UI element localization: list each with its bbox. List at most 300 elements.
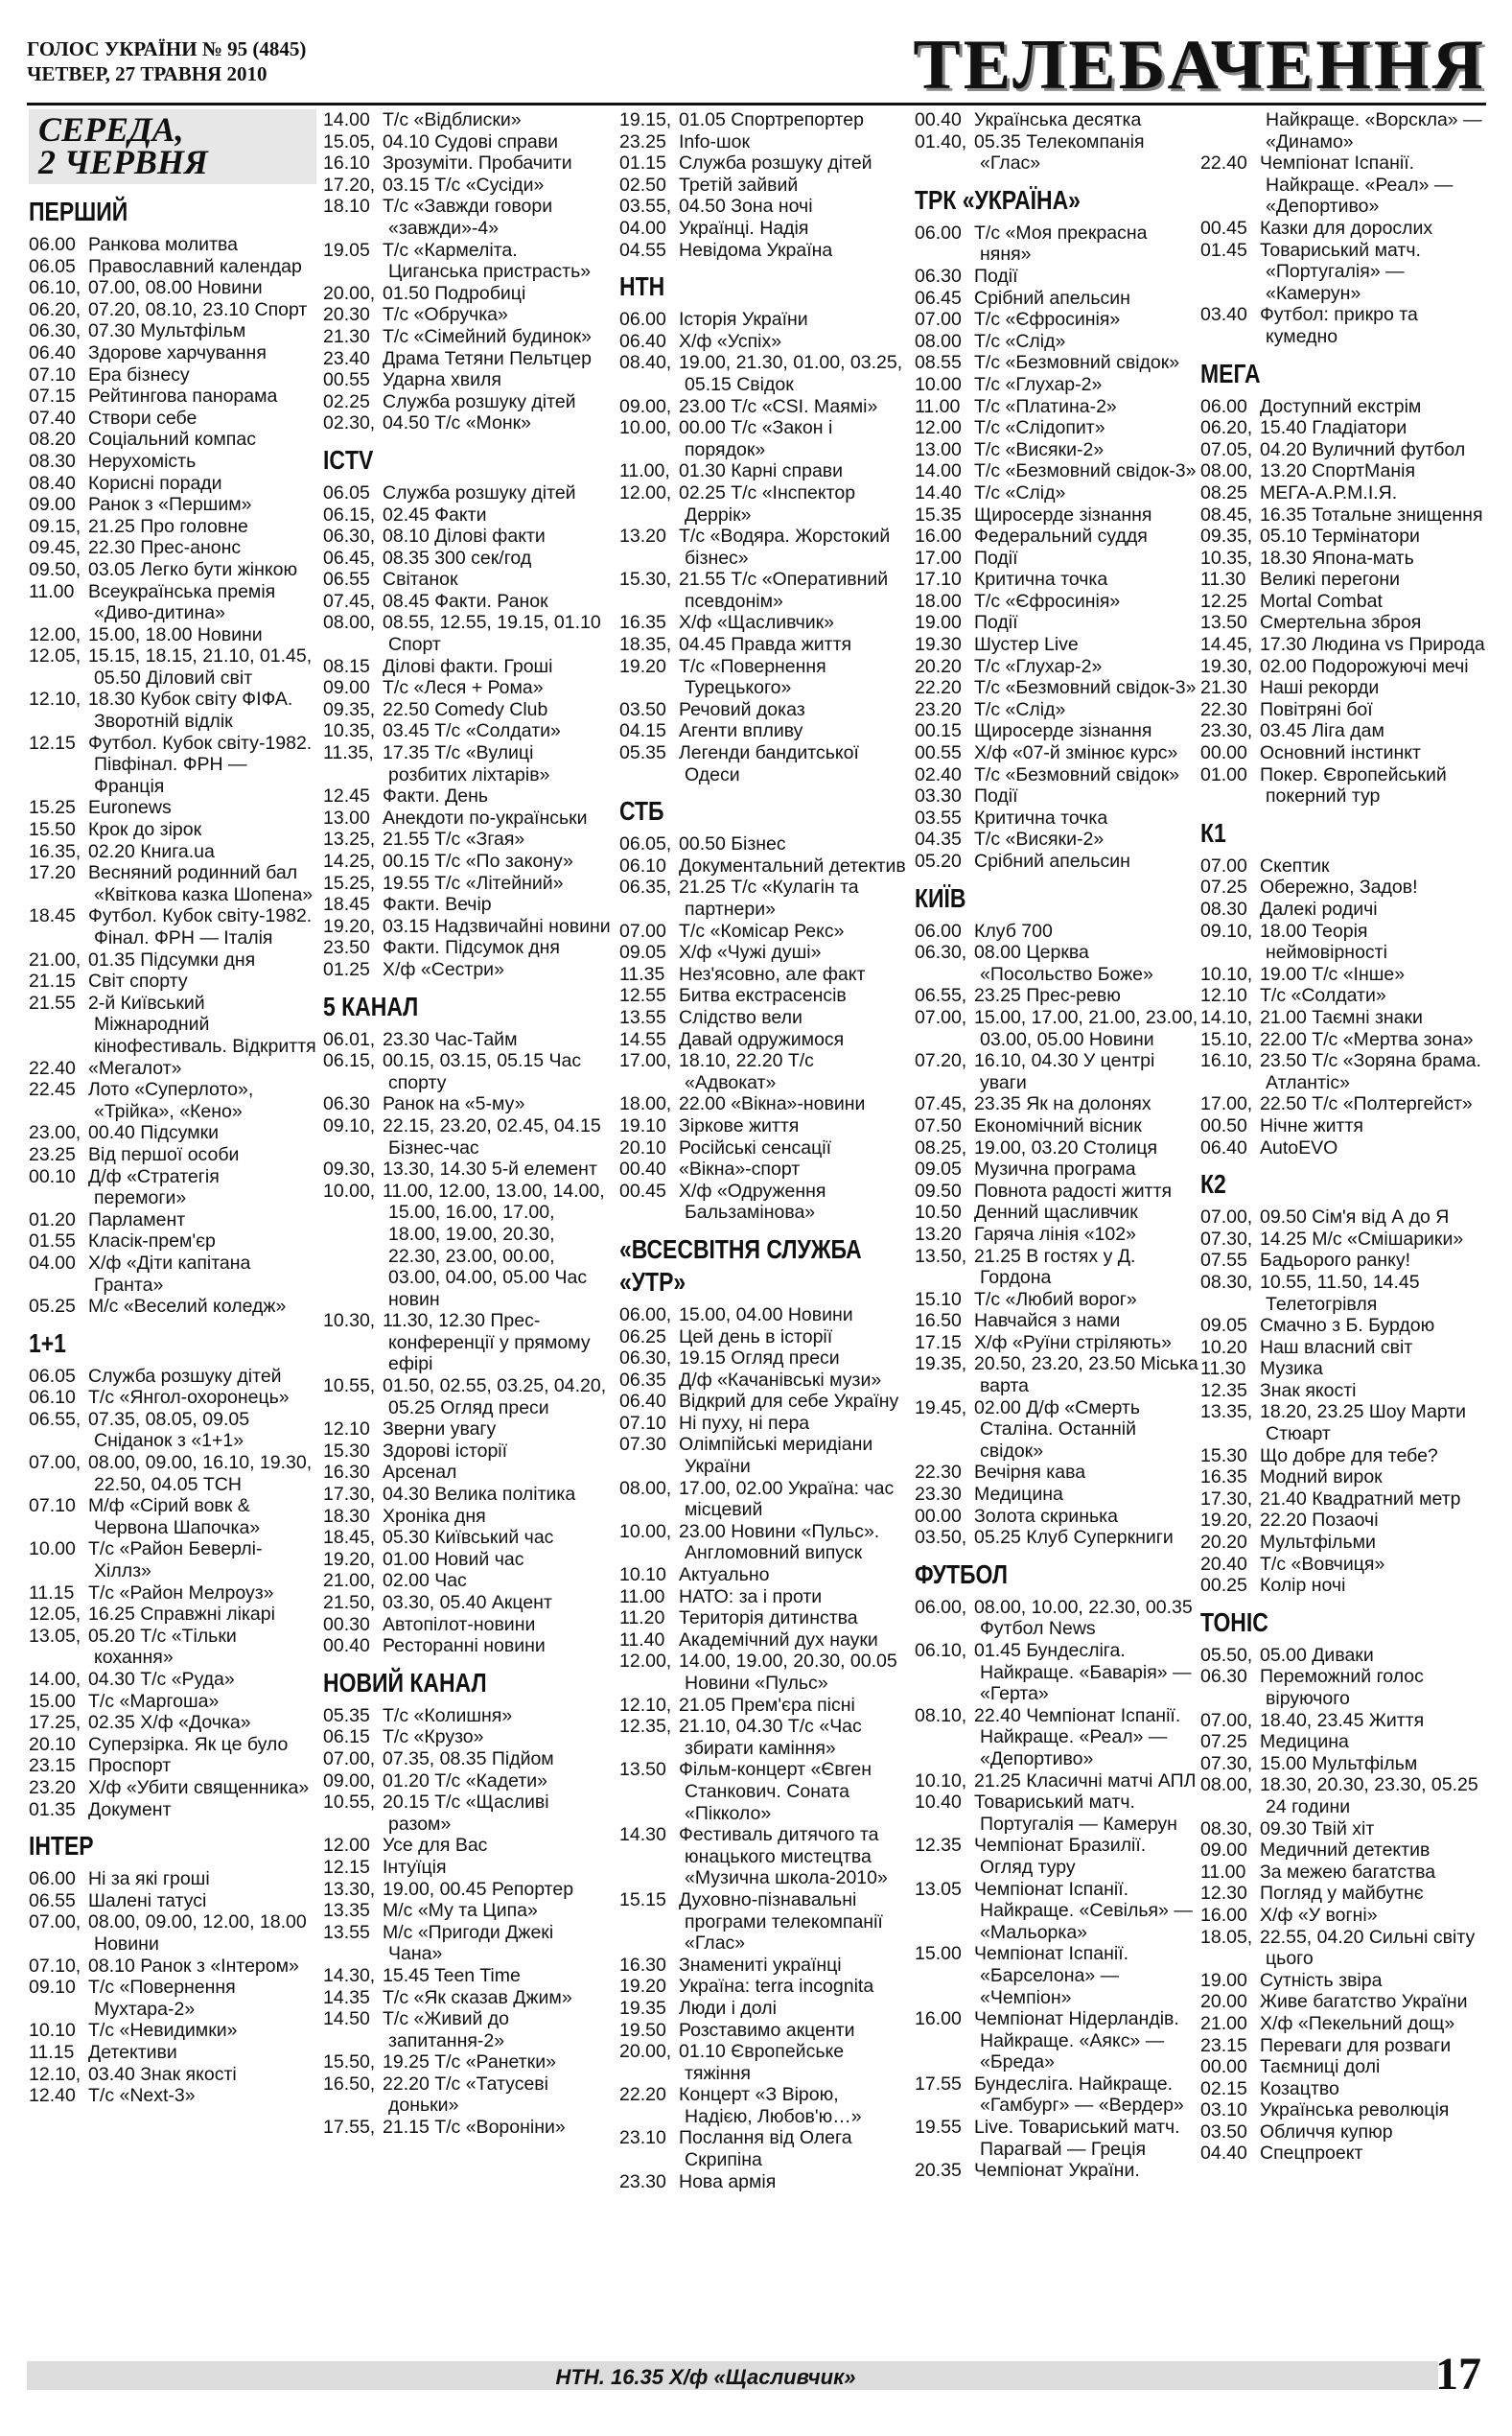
program-title: 00.00 Т/с «Закон і порядок»: [679, 417, 833, 460]
program-title: 21.00 Таємні знаки: [1260, 1006, 1423, 1028]
program-time: 19.30,: [1200, 655, 1253, 677]
program-entry: [619, 331, 907, 353]
program-title: Весняний родинний бал «Квіткова казка Шопена»: [88, 862, 314, 905]
program-title: Срібний апельсин: [974, 851, 1130, 872]
program-title: 23.50 Т/с «Зоряна брама. Атлантіс»: [1260, 1050, 1481, 1093]
program-time: 14.40: [915, 481, 962, 504]
program-title: 18.40, 23.45 Життя: [1260, 1709, 1425, 1731]
program-time: 17.00,: [619, 1050, 672, 1072]
program-title: Парламент: [88, 1208, 186, 1230]
program-time: 06.05: [323, 481, 370, 504]
program-entry: [323, 1029, 611, 1051]
program-time: 17.20: [29, 862, 76, 884]
channel-heading: МЕГА: [1200, 358, 1261, 388]
program-time: 23.30: [619, 2170, 666, 2192]
program-time: 18.00: [915, 590, 962, 612]
program-title: Битва екстрасенсів: [679, 985, 847, 1007]
program-entry: [619, 1007, 907, 1029]
program-entry: [29, 429, 316, 451]
program-title: Українська десятка: [974, 109, 1142, 130]
program-time: 00.10: [29, 1165, 76, 1187]
program-time: 07.25: [1200, 1731, 1247, 1753]
program-entry: [619, 1716, 907, 1759]
program-entry: [915, 1202, 1202, 1224]
program-title: Х/ф «Чужі душі»: [679, 942, 822, 964]
program-entry: [619, 218, 907, 240]
program-time: 20.20: [915, 655, 962, 677]
program-entry: [619, 417, 907, 460]
program-title: Х/ф «07-й змінює курс»: [974, 742, 1178, 764]
program-time: 02.40: [915, 763, 962, 785]
channel-heading: ТОНІС: [1200, 1606, 1268, 1637]
program-entry: [323, 959, 611, 981]
program-time: 10.00: [29, 1538, 76, 1560]
program-title: 05.10 Термінатори: [1260, 526, 1420, 548]
program-entry: [619, 1413, 907, 1435]
program-time: 06.35,: [619, 877, 672, 899]
program-time: 22.20: [915, 677, 962, 699]
program-entry: [1200, 1488, 1488, 1511]
program-entry: [619, 634, 907, 656]
program-title: Документальний детектив: [679, 855, 906, 877]
program-entry: [1200, 460, 1488, 482]
program-time: 11.15: [29, 2041, 75, 2063]
program-time: 07.10,: [29, 1955, 81, 1977]
program-title: 04.30 Велика політика: [383, 1484, 576, 1506]
program-entry: [323, 1748, 611, 1770]
program-entry: [29, 1777, 316, 1799]
program-time: 12.15: [323, 1856, 370, 1878]
program-time: 04.00: [29, 1252, 76, 1274]
program-title: Духовно-пізнавальні програми телекомпанії «Глас»: [679, 1888, 883, 1955]
program-title: Щиросерде зізнання: [974, 504, 1152, 526]
program-entry: [619, 152, 907, 175]
program-title: Т/с «Висяки-2»: [974, 438, 1105, 460]
program-title: Т/с «Комісар Рекс»: [679, 920, 845, 942]
program-time: 06.45,: [323, 547, 376, 569]
program-title: Інтуїція: [383, 1856, 447, 1878]
program-time: 06.20,: [29, 298, 81, 320]
program-entry: [915, 1792, 1202, 1835]
program-time: 11.30: [1200, 569, 1246, 591]
program-time: 14.55: [619, 1028, 666, 1050]
program-title: 14.00, 19.00, 20.30, 00.05 Новини «Пульс»: [679, 1651, 897, 1694]
program-time: 21.00,: [29, 949, 81, 971]
program-entry: [619, 309, 907, 331]
program-title: 02.00 Д/ф «Смерть Сталіна. Останній свідок»: [974, 1396, 1140, 1462]
program-title: Речовий доказ: [679, 698, 805, 720]
program-title: 03.15 Т/с «Сусіди»: [383, 174, 545, 196]
program-entry: [915, 526, 1202, 548]
program-time: 06.00,: [619, 1303, 672, 1325]
program-time: 13.50,: [915, 1245, 967, 1267]
program-title: 02.20 Книга.ua: [88, 840, 215, 862]
program-entry: [1200, 1905, 1488, 1927]
program-entry: [915, 1310, 1202, 1332]
program-entry: [323, 152, 611, 175]
program-time: 22.40: [1200, 152, 1247, 175]
program-time: 19.20,: [1200, 1510, 1253, 1532]
program-entry: [323, 1592, 611, 1614]
schedule-column-3: [619, 109, 907, 2192]
program-time: 00.00: [1200, 2056, 1247, 2078]
program-title: 02.25 Т/с «Інспектор Деррік»: [679, 481, 856, 526]
program-title: Актуально: [679, 1564, 770, 1586]
program-title: 00.40 Підсумки: [88, 1122, 220, 1144]
program-entry: [1200, 504, 1488, 527]
program-time: 14.45,: [1200, 634, 1253, 656]
program-time: 03.30: [915, 785, 962, 808]
program-time: 14.35: [323, 1986, 370, 2008]
program-entry: [619, 1586, 907, 1608]
program-time: 05.20: [915, 851, 962, 872]
program-time: 17.00: [915, 547, 962, 569]
program-time: 20.00: [1200, 1991, 1247, 2013]
program-time: 12.55: [619, 985, 666, 1007]
program-entry: [323, 720, 611, 742]
program-entry: [915, 1115, 1202, 1137]
page-header: [27, 27, 1486, 104]
program-title: Mortal Combat: [1260, 590, 1383, 612]
program-entry: [29, 1079, 316, 1122]
program-time: 13.25,: [323, 829, 376, 851]
program-time: 00.45: [1200, 217, 1247, 239]
program-time: 06.05,: [619, 833, 672, 855]
program-entry: [1200, 634, 1488, 656]
program-entry: [323, 548, 611, 570]
program-entry: [1200, 1666, 1488, 1709]
program-title: 04.10 Судові справи: [383, 130, 558, 152]
program-title: 01.35 Підсумки дня: [88, 949, 256, 971]
program-title: Знак якості: [1260, 1379, 1357, 1401]
program-title: 00.15, 03.15, 05.15 Час спорту: [383, 1050, 582, 1093]
program-entry: [1200, 304, 1488, 347]
program-time: 23.20: [29, 1776, 76, 1798]
program-time: 10.10: [619, 1564, 666, 1586]
program-time: 08.30,: [1200, 1817, 1253, 1839]
channel-heading: КИЇВ: [915, 882, 966, 913]
program-title: Товариський матч. «Португалія» — «Камерун»: [1260, 239, 1421, 304]
program-entry: [29, 993, 316, 1058]
program-time: 13.35,: [1200, 1401, 1253, 1423]
program-time: 09.50: [915, 1180, 962, 1202]
program-title: Т/с «Обручка»: [383, 304, 508, 326]
program-time: 17.15: [915, 1331, 962, 1353]
program-title: Крок до зірок: [88, 819, 202, 841]
program-time: 07.00: [619, 920, 666, 942]
program-time: 03.50,: [915, 1527, 967, 1549]
program-entry: [619, 877, 907, 920]
program-time: 20.40: [1200, 1553, 1247, 1575]
program-title: 08.00, 09.00, 12.00, 18.00 Новини: [88, 1911, 307, 1955]
program-entry: [323, 1527, 611, 1549]
program-time: 06.05: [29, 1365, 76, 1387]
program-title: Всеукраїнська премія «Диво-дитина»: [88, 580, 276, 624]
program-entry: [29, 1387, 316, 1409]
program-time: 06.30,: [915, 942, 967, 964]
program-time: 07.10: [29, 1495, 76, 1517]
program-title: Обережно, Задов!: [1260, 877, 1418, 899]
program-entry: [29, 797, 316, 819]
program-time: 04.15: [619, 720, 666, 742]
program-title: Золота скринька: [974, 1505, 1118, 1527]
program-entry: [915, 1597, 1202, 1640]
program-title: Музична програма: [974, 1159, 1136, 1181]
program-time: 18.05,: [1200, 1926, 1253, 1948]
program-time: 01.20: [29, 1208, 76, 1230]
program-time: 16.30: [619, 1954, 666, 1976]
program-title: 22.15, 23.20, 02.45, 04.15 Бізнес-час: [383, 1114, 601, 1159]
program-title: 22.20 Т/с «Татусеві доньки»: [383, 2073, 548, 2117]
program-entry: [29, 1253, 316, 1296]
program-entry: [1200, 569, 1488, 591]
program-title: 20.50, 23.20, 23.50 Міська варта: [974, 1353, 1198, 1397]
program-entry: [323, 1050, 611, 1093]
program-title: Чемпіонат Іспанії. Найкраще. «Реал» — «Депортиво»: [1260, 152, 1454, 218]
program-entry: [29, 320, 316, 342]
program-entry: [29, 277, 316, 299]
program-title: Футбол. Кубок світу-1982. Півфінал. ФРН — Франція: [88, 732, 313, 797]
program-entry: [619, 1998, 907, 2020]
program-entry: [915, 1007, 1202, 1050]
program-title: 11.00, 12.00, 13.00, 14.00, 15.00, 16.00, 17.00, 18.00, 19.00, 20.30, 22.30, 23.00, 00.00, 03.00, 04.00, 05.00 Час новин: [383, 1180, 605, 1310]
program-entry: [1200, 720, 1488, 742]
program-title: 04.45 Правда життя: [679, 634, 852, 656]
program-title: Чемпіонат Нідерландів. Найкраще. «Аякс» — «Бреда»: [974, 2008, 1179, 2073]
program-time: 23.40: [323, 347, 370, 369]
program-time: 07.30,: [1200, 1228, 1253, 1250]
header-rule: [27, 103, 1486, 105]
program-title: 22.20 Позаочі: [1260, 1510, 1379, 1532]
program-time: 17.55: [915, 2073, 962, 2095]
program-title: Документ: [88, 1798, 172, 1820]
program-time: 21.30: [323, 325, 370, 347]
channel-heading: 1+1: [29, 1327, 66, 1358]
program-time: 09.00,: [323, 1769, 376, 1792]
program-time: 15.10: [915, 1288, 962, 1310]
program-title: Послання від Олега Скрипіна: [679, 2127, 852, 2171]
program-title: 01.45 Бундесліга. Найкраще. «Баварія» — «Герта»: [974, 1640, 1192, 1705]
program-time: 09.10,: [1200, 920, 1253, 942]
program-entry: [323, 348, 611, 370]
program-title: 21.25 Т/с «Кулагін та партнери»: [679, 877, 859, 920]
program-entry: [29, 862, 316, 905]
program-entry: [1200, 152, 1488, 218]
program-title: Х/ф «Діти капітана Гранта»: [88, 1252, 251, 1296]
program-title: Клуб 700: [974, 920, 1053, 942]
program-entry: [323, 504, 611, 527]
program-entry: [323, 326, 611, 348]
program-title: Медицина: [1260, 1731, 1349, 1753]
program-time: 08.40: [29, 472, 76, 494]
program-time: 03.50: [1200, 2120, 1247, 2143]
program-entry: [323, 1441, 611, 1463]
program-entry: [1200, 985, 1488, 1007]
program-time: 06.30,: [323, 526, 376, 548]
program-title: Академічний дух науки: [679, 1628, 878, 1651]
program-entry: [915, 2073, 1202, 2117]
program-time: 18.45: [29, 905, 76, 927]
program-title: Т/с «Слід»: [974, 481, 1066, 504]
program-time: 06.10: [29, 1387, 76, 1409]
program-title: 18.30 Кубок світу ФІФА. Зворотній відлік: [88, 689, 293, 733]
program-time: 05.35: [323, 1704, 370, 1726]
channel-heading: ТРК «УКРАЇНА»: [915, 184, 1081, 215]
program-entry: [1200, 1970, 1488, 1992]
program-time: 17.30,: [323, 1484, 376, 1506]
program-entry: [619, 1391, 907, 1413]
program-entry: [1200, 1337, 1488, 1359]
program-time: 15.25,: [323, 872, 376, 894]
program-time: 06.15: [323, 1726, 370, 1748]
program-title: Модний вирок: [1260, 1466, 1383, 1488]
program-title: 20.15 Т/с «Щасливі разом»: [383, 1792, 549, 1835]
program-title: «Мегалот»: [88, 1057, 182, 1079]
program-time: 14.30: [619, 1824, 666, 1846]
program-time: 08.00,: [619, 1477, 672, 1499]
program-entry: [29, 1669, 316, 1691]
program-time: 14.00: [323, 109, 370, 130]
program-time: 15.50,: [323, 2051, 376, 2073]
program-time: 19.55: [915, 2117, 962, 2139]
program-title: 07.20, 08.10, 23.10 Спорт: [88, 298, 308, 320]
program-entry: [915, 374, 1202, 396]
program-entry: [323, 1093, 611, 1115]
program-title: 08.00 Церква «Посольство Боже»: [974, 942, 1153, 985]
program-entry: [323, 1159, 611, 1181]
program-entry: [29, 581, 316, 624]
program-entry: [29, 386, 316, 408]
program-time: 23.00,: [29, 1122, 81, 1144]
program-entry: [1200, 656, 1488, 678]
program-entry: [29, 256, 316, 278]
program-title: Наші рекорди: [1260, 677, 1380, 699]
program-time: 10.55,: [323, 1375, 376, 1397]
program-time: 10.00,: [619, 1520, 672, 1542]
day-header-date: 2 ЧЕРВНЯ: [38, 143, 208, 181]
program-entry: [323, 369, 611, 391]
program-title: Бундесліга. Найкраще. «Гамбург» — «Вердер»: [974, 2073, 1184, 2117]
program-title: Медицина: [974, 1484, 1063, 1506]
program-time: 22.30: [915, 1462, 962, 1484]
program-entry: [29, 1890, 316, 1912]
program-time: 12.10,: [29, 2063, 81, 2085]
program-time: 06.00: [29, 1868, 76, 1890]
program-title: 05.25 Клуб Суперкниги: [974, 1527, 1174, 1549]
program-title: Православний календар: [88, 255, 302, 277]
program-time: 16.35: [1200, 1466, 1247, 1488]
program-entry: [915, 829, 1202, 851]
day-header: [29, 109, 316, 184]
program-title: Що добре для тебе?: [1260, 1444, 1438, 1466]
program-time: 08.25: [1200, 481, 1247, 504]
program-title: Смертельна зброя: [1260, 612, 1422, 634]
program-time: 07.00,: [29, 1452, 81, 1474]
program-entry: [915, 1246, 1202, 1289]
program-time: 06.10,: [29, 277, 81, 299]
program-title: 22.50 Comedy Club: [383, 698, 548, 720]
program-time: 12.45: [323, 785, 370, 808]
program-entry: [323, 283, 611, 305]
program-entry: [323, 412, 611, 434]
program-title: Х/ф «Пекельний дощ»: [1260, 2012, 1455, 2034]
program-entry: [619, 1564, 907, 1586]
program-entry: [29, 1495, 316, 1538]
program-entry: [29, 733, 316, 798]
program-time: 08.55: [915, 352, 962, 374]
program-time: 12.15: [29, 732, 76, 754]
program-entry: [619, 1137, 907, 1159]
program-time: 08.20: [29, 429, 76, 451]
program-title: М/с «Му та Ципа»: [383, 1900, 538, 1922]
program-time: 06.55: [323, 569, 370, 591]
program-time: 10.10: [29, 2020, 76, 2042]
program-time: 06.10,: [915, 1640, 967, 1661]
program-entry: [1200, 1315, 1488, 1337]
program-entry: [1200, 855, 1488, 878]
program-title: Створи себе: [88, 407, 198, 429]
program-title: Основний інстинкт: [1260, 742, 1421, 764]
program-title: 08.00, 10.00, 22.30, 00.35 Футбол News: [974, 1596, 1193, 1640]
program-entry: [29, 559, 316, 581]
program-entry: [29, 905, 316, 949]
program-entry: [915, 942, 1202, 985]
program-entry: [1200, 1818, 1488, 1840]
program-time: 20.10: [29, 1733, 76, 1755]
program-entry: [1200, 764, 1488, 808]
program-time: 06.40: [619, 330, 666, 352]
program-entry: [619, 720, 907, 742]
program-title: Давай одружимося: [679, 1028, 845, 1050]
program-title: Т/с «Район Беверлі-Хіллз»: [88, 1538, 263, 1582]
program-title: 15.00 Мультфільм: [1260, 1752, 1418, 1774]
program-title: Факти. Підсумок дня: [383, 937, 560, 959]
program-time: 19.00: [1200, 1969, 1247, 1991]
program-time: 00.30: [323, 1613, 370, 1635]
program-time: 12.40: [29, 2085, 76, 2107]
program-entry: [915, 417, 1202, 439]
program-title: Денний щасливчик: [974, 1202, 1138, 1224]
program-time: 13.00: [915, 438, 962, 460]
program-title: Події: [974, 547, 1018, 569]
program-entry: [915, 699, 1202, 721]
program-time: 19.20,: [323, 915, 376, 937]
program-entry: [323, 2073, 611, 2117]
program-time: 09.05: [915, 1159, 962, 1181]
program-title: 05.00 Диваки: [1260, 1644, 1374, 1666]
program-time: 06.40: [29, 341, 76, 363]
program-time: 07.30: [619, 1434, 666, 1456]
program-title: Т/с «Безмовний свідок»: [974, 763, 1180, 785]
program-title: 21.55 Т/с «Згая»: [383, 829, 525, 851]
program-title: AutoEVO: [1260, 1136, 1338, 1159]
program-title: Т/с «Відблиски»: [383, 109, 522, 130]
program-time: 03.55: [915, 807, 962, 829]
program-entry: [1200, 1927, 1488, 1970]
program-time: 06.00: [29, 234, 76, 255]
program-title: 01.20 Т/с «Кадети»: [383, 1769, 548, 1792]
program-entry: [915, 2008, 1202, 2073]
program-title: 23.00 Новини «Пульс». Англомовний випуск: [679, 1520, 880, 1564]
program-time: 16.10: [323, 152, 370, 175]
program-entry: [619, 855, 907, 878]
program-title: Т/с «Як сказав Джим»: [383, 1986, 572, 2008]
program-entry: [323, 1635, 611, 1657]
program-time: 10.40: [915, 1792, 962, 1814]
program-time: 12.10: [1200, 985, 1247, 1007]
program-entry: [619, 196, 907, 218]
program-title: 19.55 Т/с «Літейний»: [383, 872, 564, 894]
